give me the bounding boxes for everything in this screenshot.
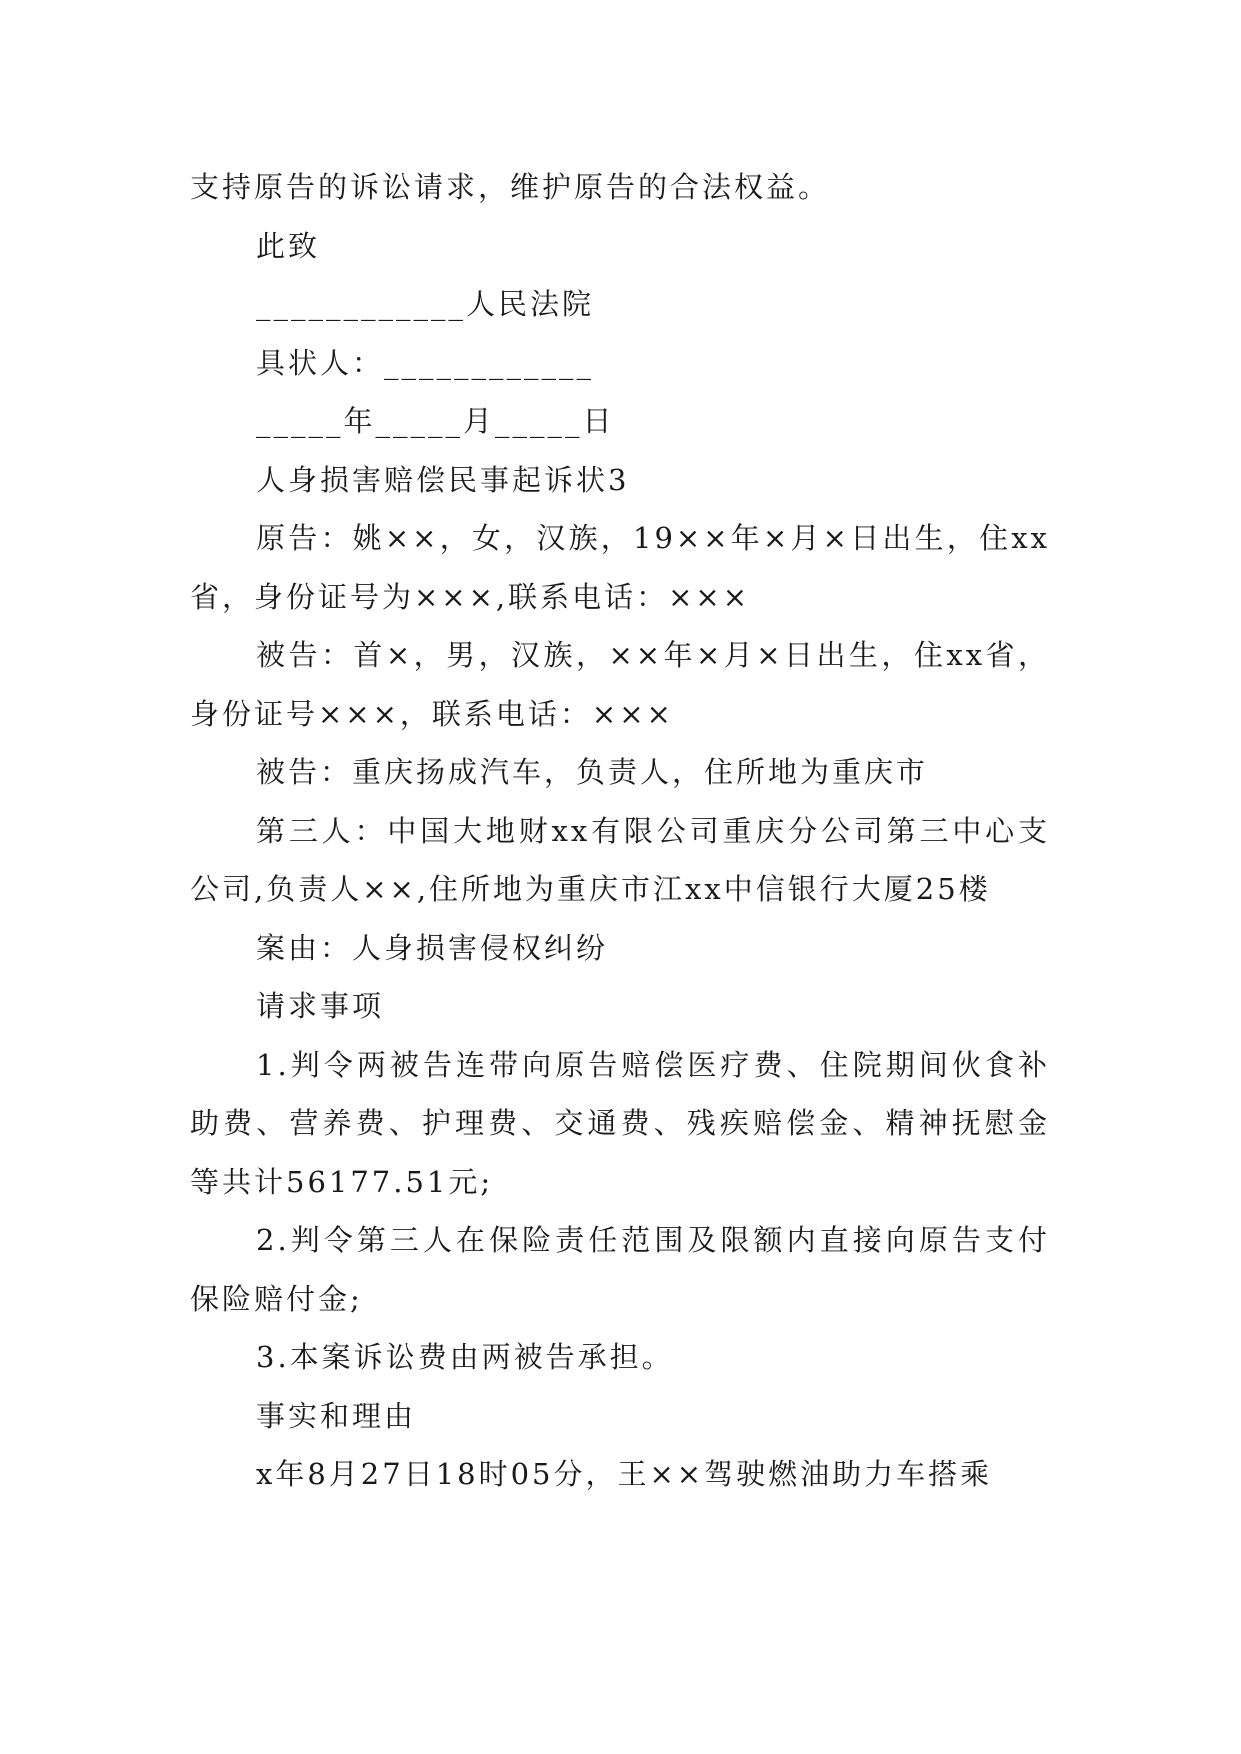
- court-line: ____________人民法院: [256, 287, 595, 321]
- claim-item-2: 2.判令第三人在保险责任范围及限额内直接向原告支付保险赔付金;: [190, 1223, 1050, 1316]
- claims-heading: 请求事项: [256, 989, 385, 1023]
- plaintiff-info: 原告：姚××，女，汉族，19××年×月×日出生，住xx省，身份证号为×××,联系电话：×××: [190, 521, 1050, 614]
- salutation: 此致: [256, 228, 321, 263]
- facts-paragraph: x年8月27日18时05分，王××驾驶燃油助力车搭乘: [256, 1457, 993, 1491]
- signer-line: 具状人：____________: [256, 345, 595, 380]
- claim-item-1: 1.判令两被告连带向原告赔偿医疗费、住院期间伙食补助费、营养费、护理费、交通费、残疾赔偿金、精神抚慰金等共计56177.51元;: [190, 1047, 1050, 1199]
- date-line: _____年_____月_____日: [256, 404, 615, 438]
- defendant-2-info: 被告：重庆扬成汽车，负责人，住所地为重庆市: [256, 755, 929, 789]
- facts-heading: 事实和理由: [256, 1398, 417, 1433]
- claim-item-3: 3.本案诉讼费由两被告承担。: [256, 1340, 674, 1374]
- document-title: 人身损害赔偿民事起诉状3: [256, 462, 630, 497]
- third-party-info: 第三人：中国大地财xx有限公司重庆分公司第三中心支公司,负责人××,住所地为重庆市江xx中信银行大厦25楼: [190, 813, 1050, 906]
- defendant-1-info: 被告：首×，男，汉族，××年×月×日出生，住xx省，身份证号×××，联系电话：×××: [190, 638, 1050, 731]
- paragraph-continuation: 支持原告的诉讼请求，维护原告的合法权益。: [190, 170, 831, 204]
- document-body: [190, 158, 1050, 1504]
- case-cause: 案由：人身损害侵权纠纷: [256, 930, 609, 965]
